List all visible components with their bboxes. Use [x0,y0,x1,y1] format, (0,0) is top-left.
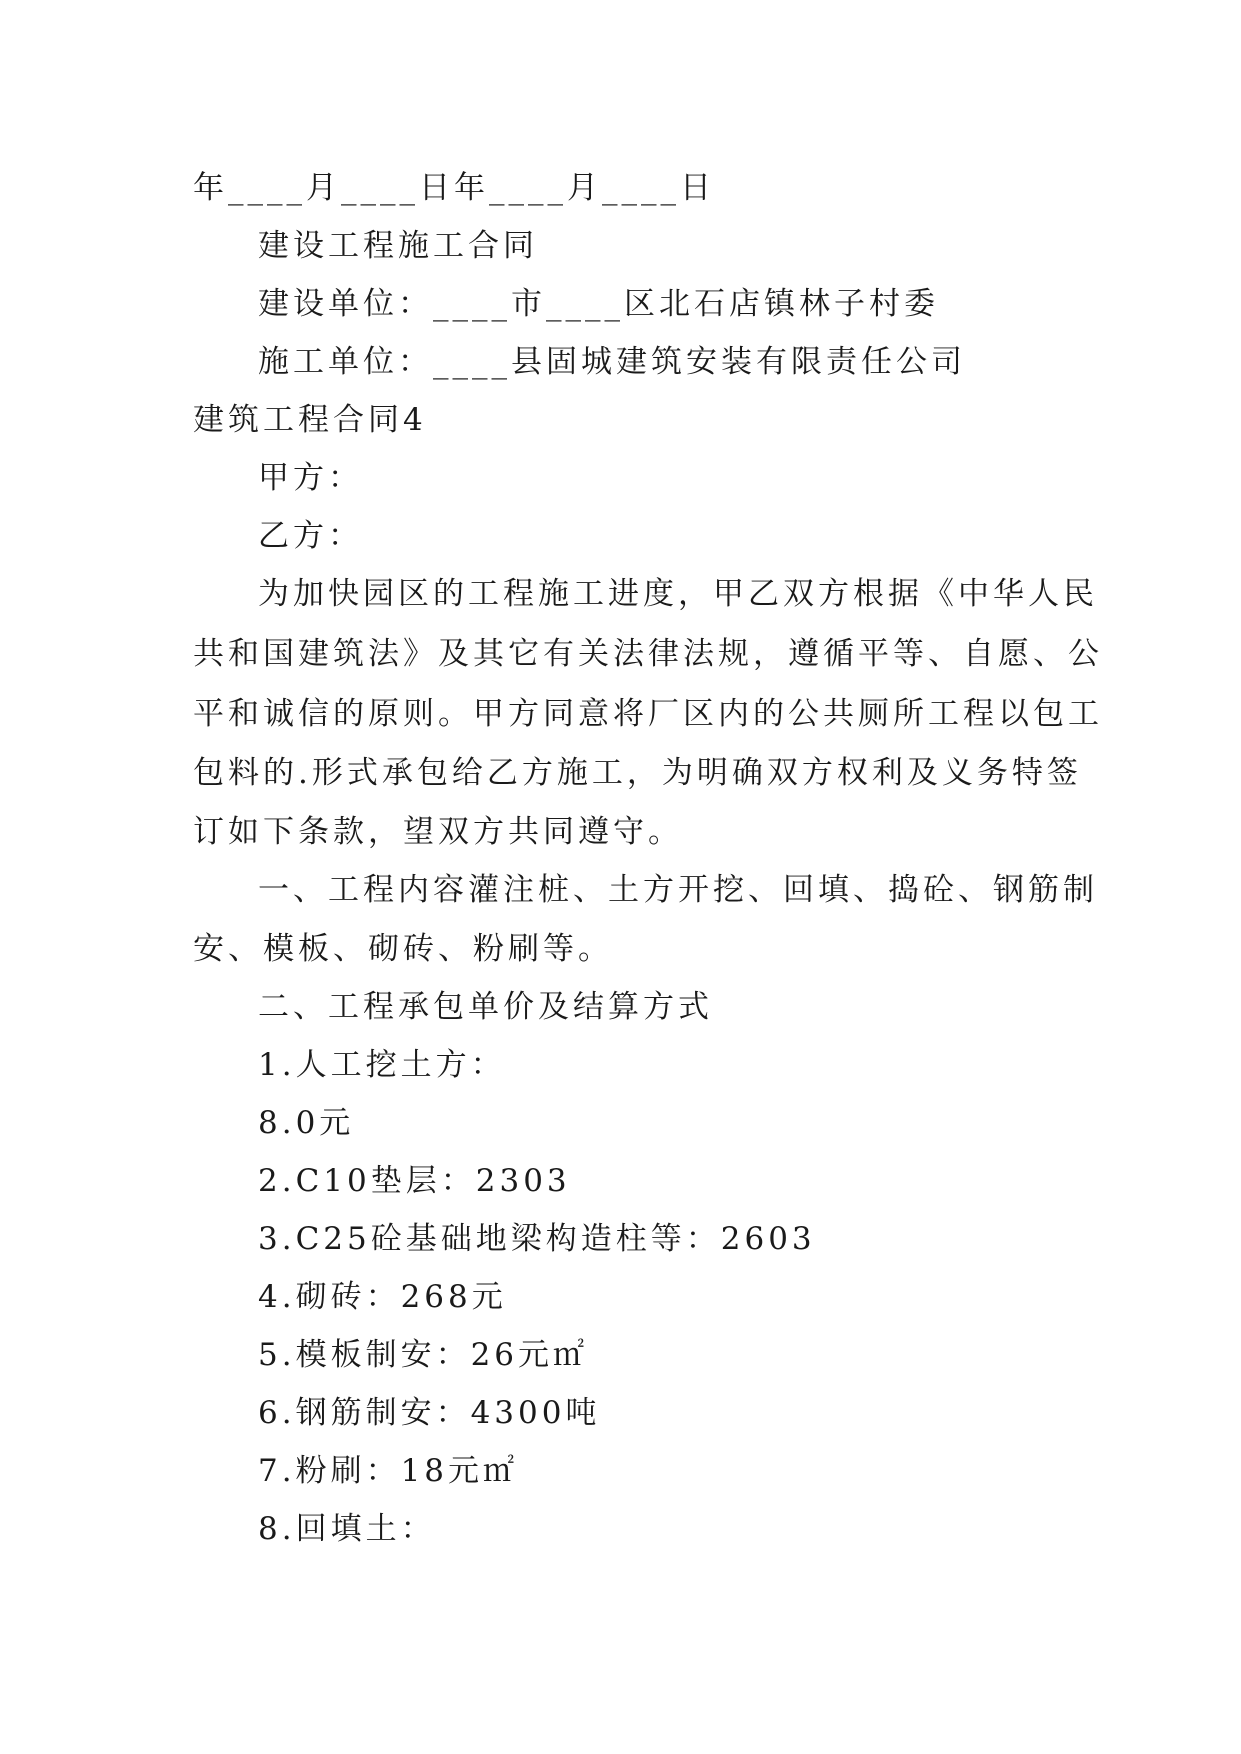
list-item: 2.C10垫层：2303 [258,1163,571,1199]
section-heading: 建筑工程合同4 [193,402,427,438]
list-item: 5.模板制安：26元㎡ [258,1337,589,1373]
list-item: 8.回填土： [258,1511,436,1547]
date-line: 年____月____日年____月____日 [193,170,715,206]
list-item: 1.人工挖土方： [258,1047,506,1083]
clause-line: 安、模板、砌砖、粉刷等。 [193,931,613,967]
list-item: 3.C25砼基础地梁构造柱等：2603 [258,1221,816,1257]
list-item: 4.砌砖：268元 [258,1279,507,1315]
list-item: 7.粉刷：18元㎡ [258,1453,519,1489]
paragraph-line: 包料的.形式承包给乙方施工，为明确双方权利及义务特签 [193,755,1082,791]
list-item: 8.0元 [258,1105,355,1141]
contract-title: 建设工程施工合同 [258,228,538,264]
party-a-line: 甲方： [258,460,363,496]
contractor-unit-line: 施工单位：____县固城建筑安装有限责任公司 [258,344,966,380]
client-unit-line: 建设单位：____市____区北石店镇林子村委 [258,286,939,322]
paragraph-line: 订如下条款，望双方共同遵守。 [193,814,683,850]
paragraph-line: 为加快园区的工程施工进度，甲乙双方根据《中华人民 [258,576,1098,612]
list-item: 6.钢筋制安：4300吨 [258,1395,601,1431]
clause-heading: 二、工程承包单价及结算方式 [258,989,713,1025]
clause-line: 一、工程内容灌注桩、土方开挖、回填、捣砼、钢筋制 [258,872,1098,908]
party-b-line: 乙方： [258,518,363,554]
paragraph-line: 共和国建筑法》及其它有关法律法规，遵循平等、自愿、公 [193,636,1103,672]
paragraph-line: 平和诚信的原则。甲方同意将厂区内的公共厕所工程以包工 [193,696,1103,732]
